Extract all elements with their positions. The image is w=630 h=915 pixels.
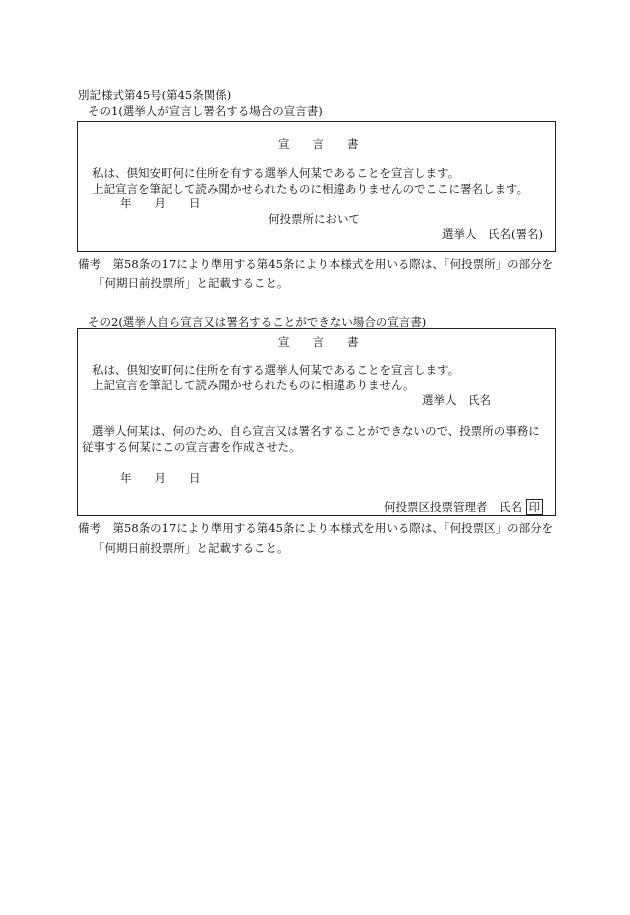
section1-note-line2: 「何期日前投票所」と記載すること。	[93, 276, 289, 290]
section1-title: 宣 言 書	[278, 137, 359, 151]
section2-note-line1: 備考 第58条の17により準用する第45条により本様式を用いる際は、「何投票区」の部分を	[78, 521, 554, 535]
section2-signer: 選挙人 氏名	[422, 393, 491, 407]
section2-line2: 上記宣言を筆記して読み聞かせられたものに相違ありません。	[92, 378, 415, 392]
section2-para2: 従事する何某にこの宣言書を作成させた。	[82, 440, 301, 454]
section2-heading: その2(選挙人自ら宣言又は署名することができない場合の宣言書)	[88, 315, 427, 329]
section1-note-line1: 備考 第58条の17により準用する第45条により本様式を用いる際は、「何投票所」の部分を	[78, 257, 554, 271]
form-label: 別記様式第45号(第45条関係)	[78, 88, 232, 102]
section2-title: 宣 言 書	[278, 335, 359, 349]
section2-line1: 私は、倶知安町何に住所を有する選挙人何某であることを宣言します。	[92, 363, 460, 377]
section2-date: 年 月 日	[120, 471, 201, 485]
section2-manager: 何投票区投票管理者 氏名	[384, 500, 522, 514]
section1-form-box	[77, 121, 556, 252]
section2-para1: 選挙人何某は、何のため、自ら宣言又は署名することができないので、投票所の事務に	[92, 424, 540, 438]
section1-date: 年 月 日	[120, 196, 201, 210]
section2-note-line2: 「何期日前投票所」と記載すること。	[93, 541, 289, 555]
section1-line2: 上記宣言を筆記して読み聞かせられたものに相違ありませんのでここに署名します。	[92, 182, 529, 196]
section2-manager-line	[384, 499, 543, 515]
section1-heading: その1(選挙人が宣言し署名する場合の宣言書)	[88, 104, 323, 118]
section1-signer: 選挙人 氏名(署名)	[442, 227, 543, 241]
section1-line1: 私は、倶知安町何に住所を有する選挙人何某であることを宣言します。	[92, 166, 460, 180]
seal-mark: 印	[526, 499, 544, 515]
section1-place: 何投票所において	[268, 212, 360, 226]
section2-form-box	[77, 328, 556, 516]
